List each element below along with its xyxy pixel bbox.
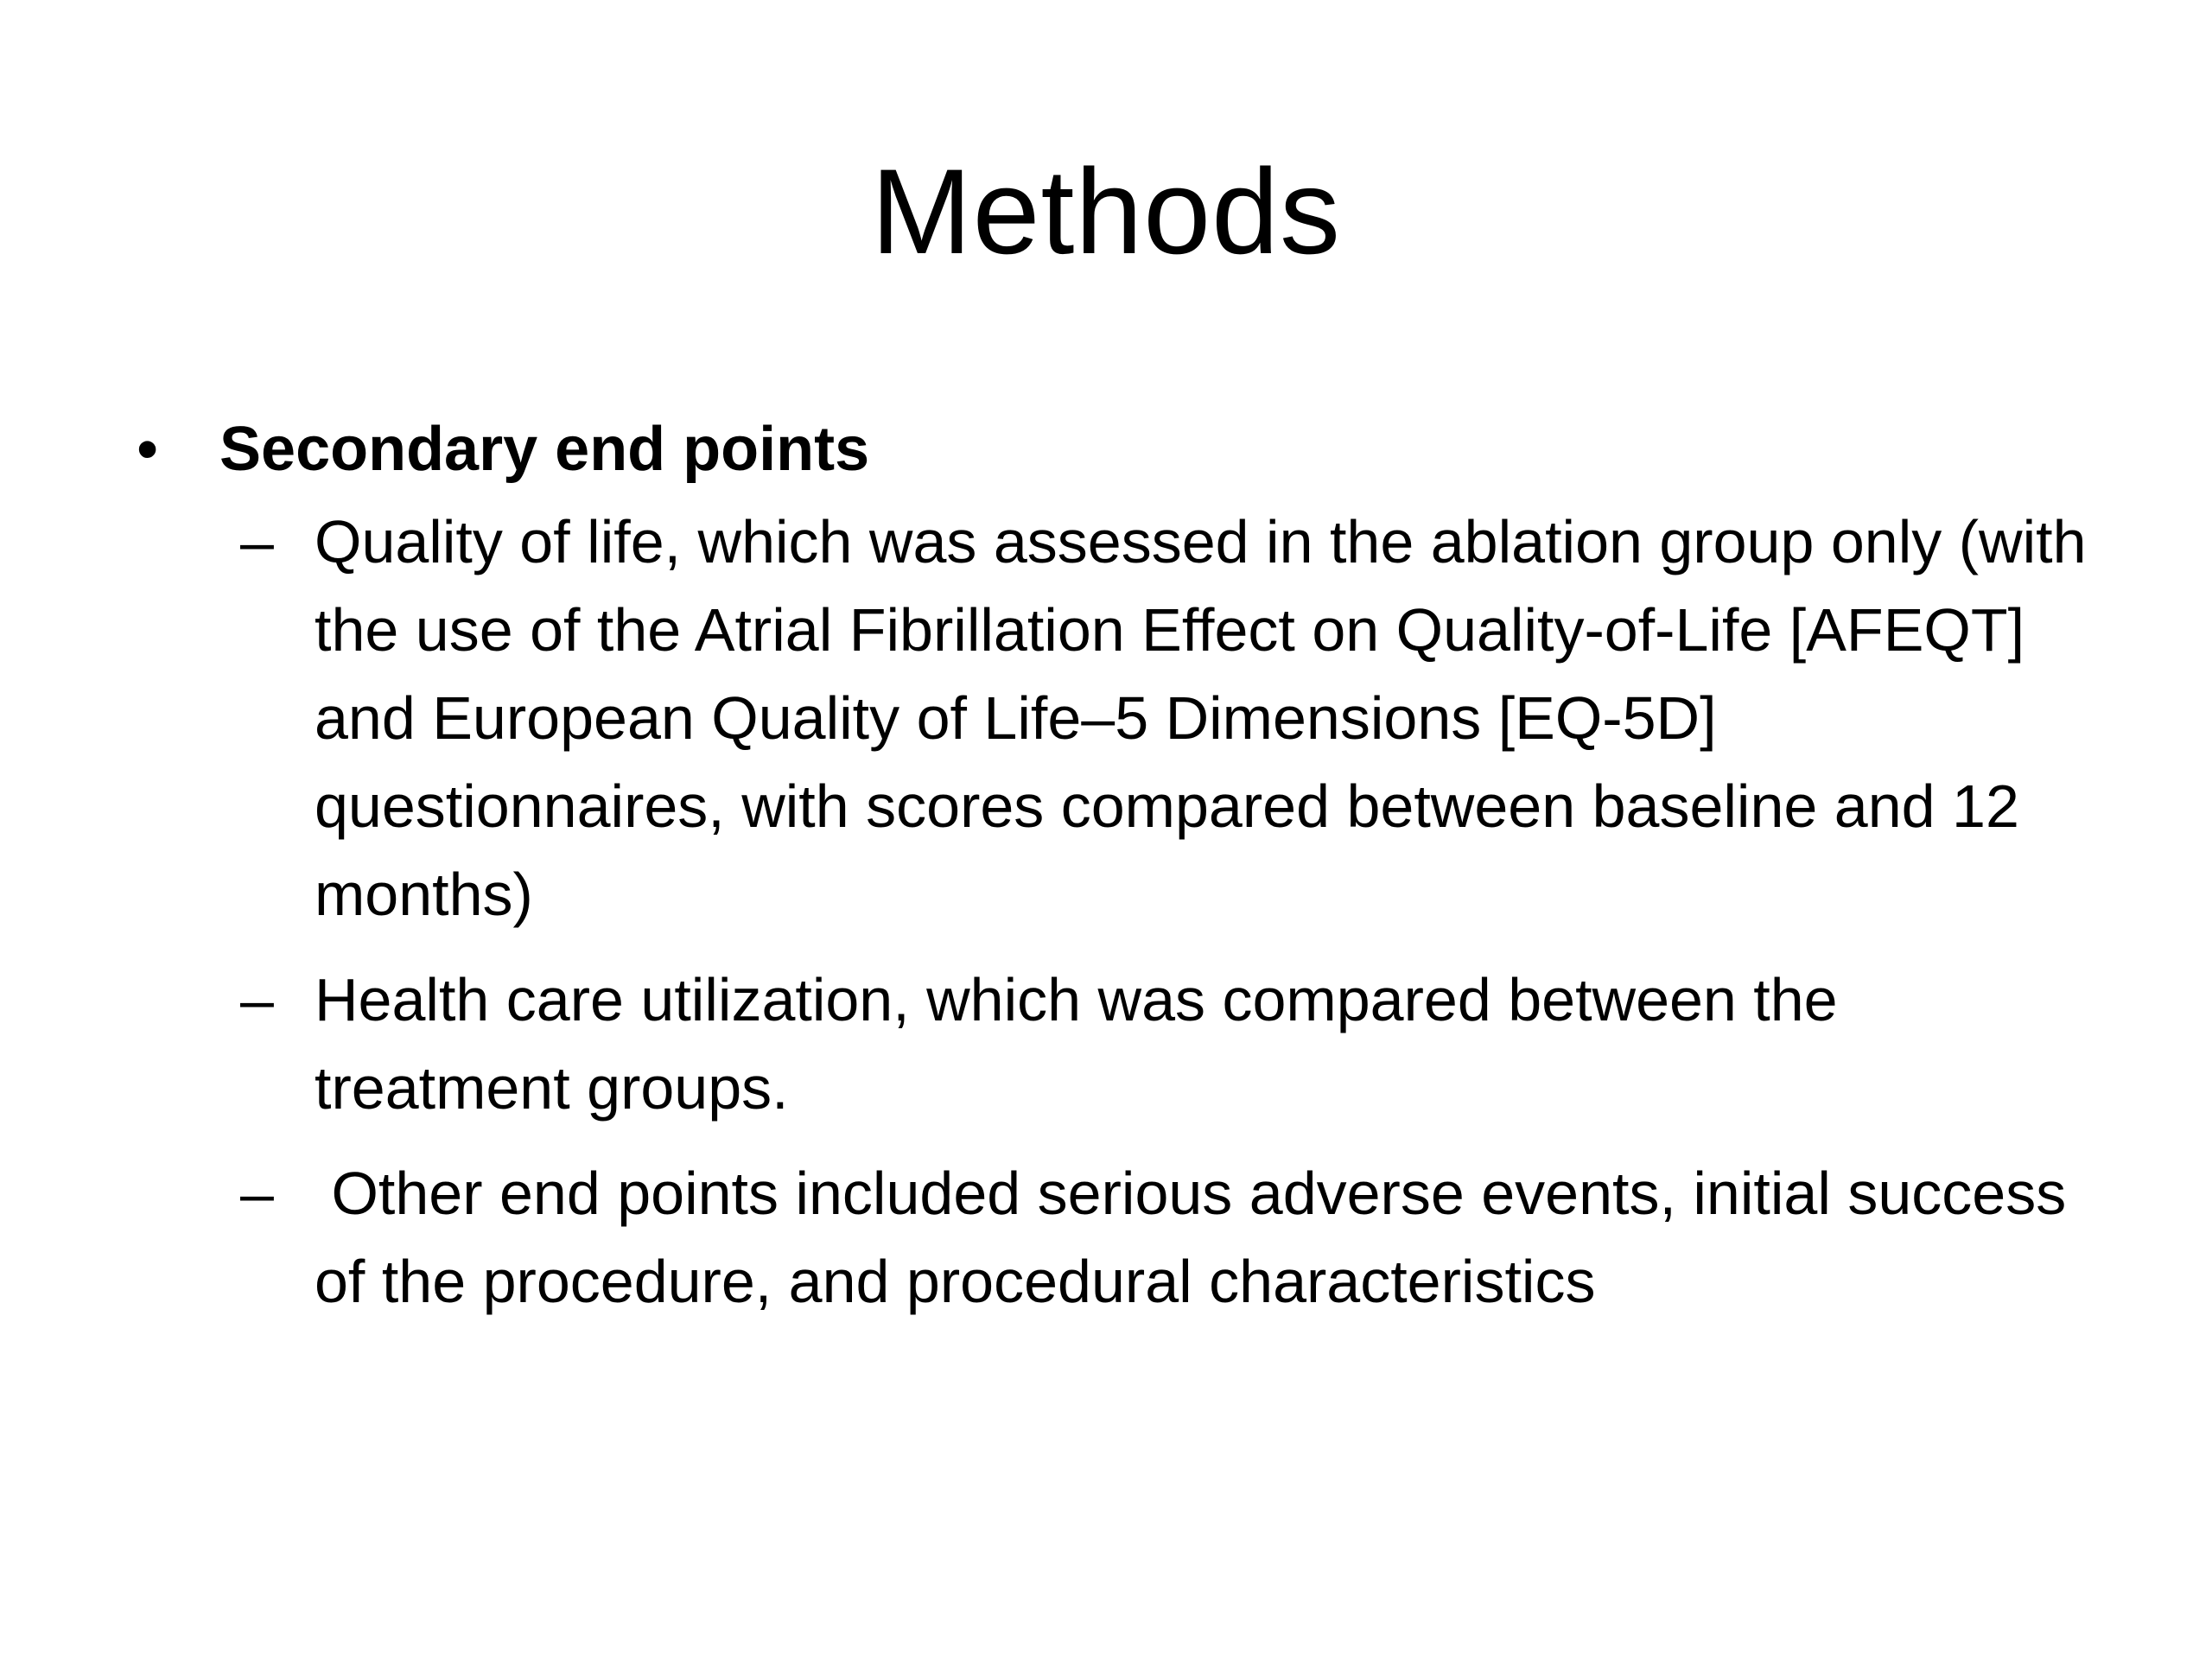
sub-item-text: Health care utilization, which was compared between the treatment groups. bbox=[315, 966, 1855, 1122]
bullet-secondary-end-points bbox=[130, 406, 2091, 493]
slide-content bbox=[130, 406, 2103, 1343]
sub-item-other-end-points bbox=[130, 1149, 2091, 1325]
slide-title: Methods bbox=[871, 143, 1341, 279]
sub-item-text: Quality of life, which was assessed in the ablation group only (with the use of the Atrial Fibrillation Effect on Quality-of-Life [AFEQT] and European Quality of Life–5 Dimensions [EQ-5D] questionnaires, with scores compared between baseline and 12 months) bbox=[315, 508, 2103, 928]
dash-marker: – bbox=[240, 508, 274, 575]
bullet-marker: • bbox=[137, 415, 159, 484]
sub-item-text: Other end points included serious adverse events, initial success of the procedure, and procedural characteristics bbox=[315, 1160, 2083, 1315]
sub-bullet-list bbox=[130, 498, 2103, 1325]
sub-item-quality-of-life bbox=[130, 498, 2103, 938]
bullet-label: Secondary end points bbox=[219, 415, 870, 484]
sub-item-health-care-utilization bbox=[130, 956, 2091, 1132]
dash-marker: – bbox=[240, 966, 274, 1033]
dash-marker: – bbox=[240, 1160, 274, 1227]
